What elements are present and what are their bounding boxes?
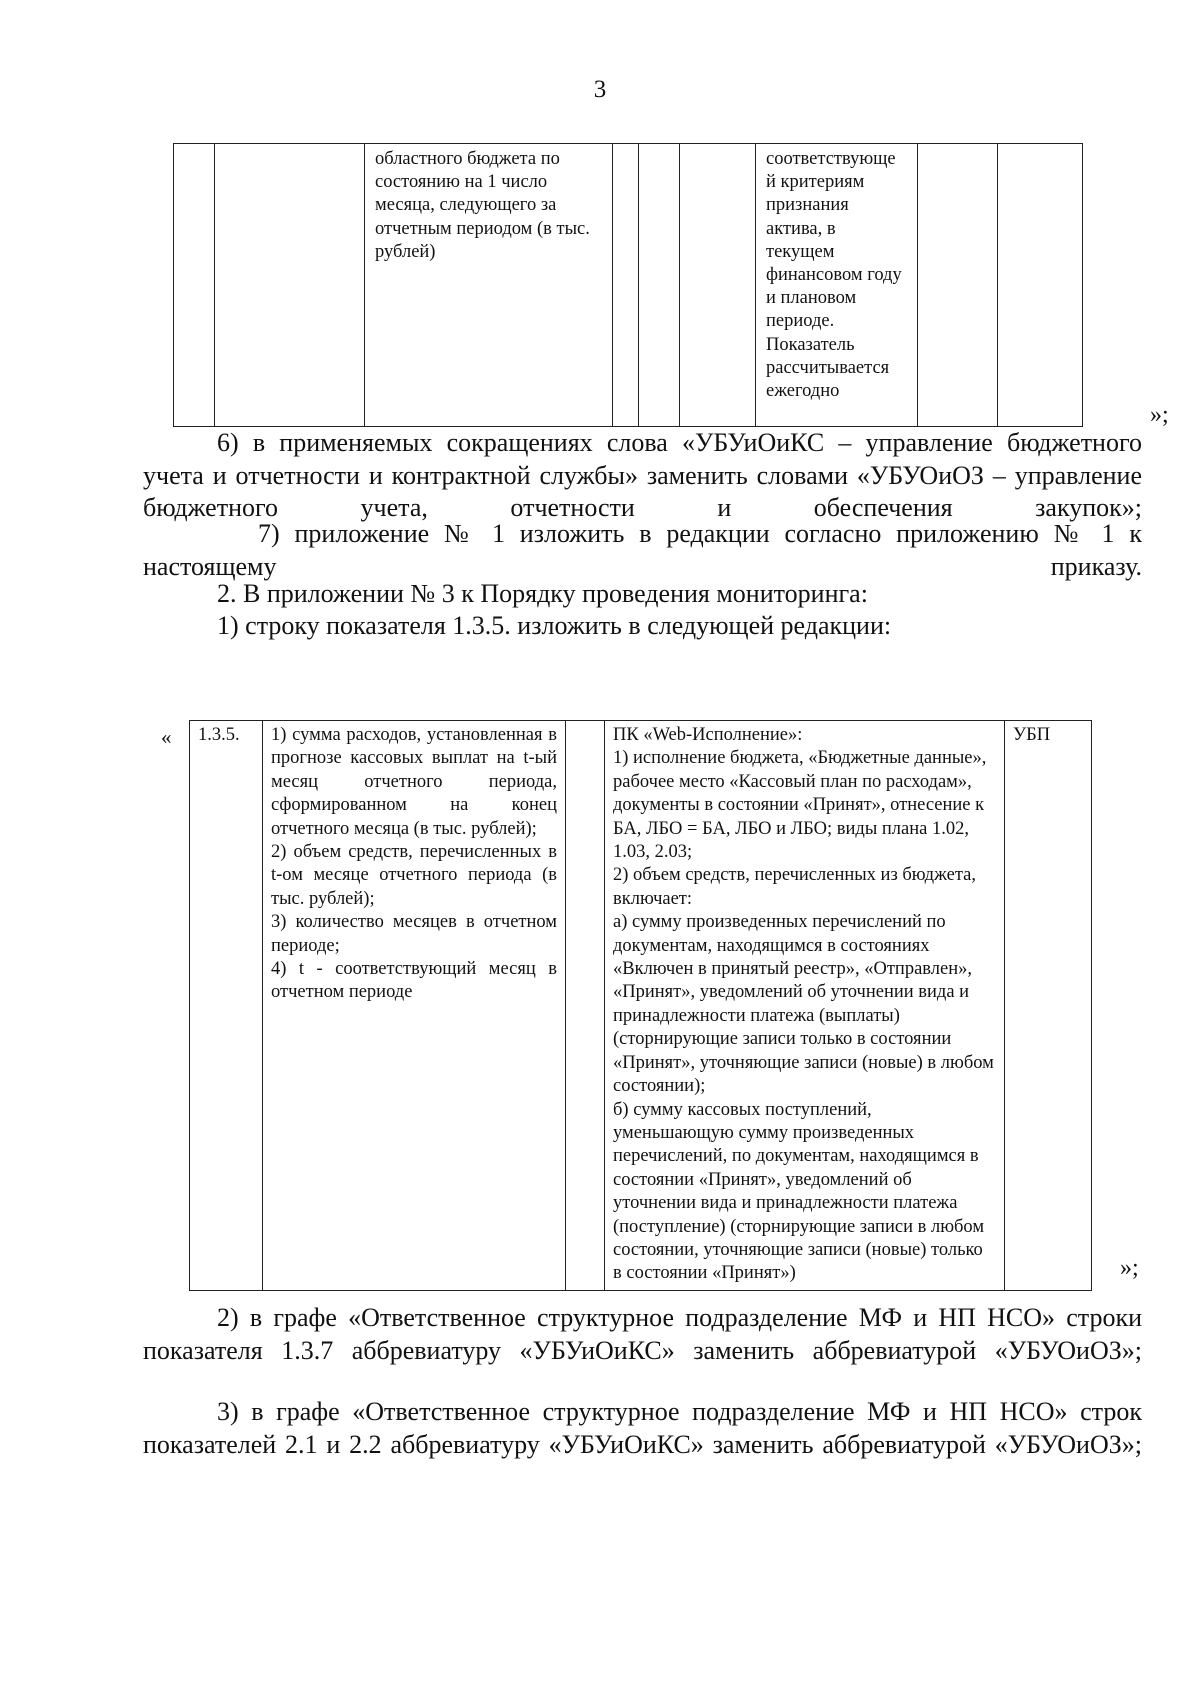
table-row <box>190 721 1092 1291</box>
indicator-table <box>189 720 1092 1291</box>
indicator-code: 1.3.5. <box>190 721 263 1291</box>
table-cell <box>680 144 756 427</box>
table-cell <box>613 144 639 427</box>
table-cell <box>215 144 365 427</box>
table-cell <box>918 144 998 427</box>
responsible-unit: УБП <box>1005 721 1092 1291</box>
opening-quote: « <box>161 725 172 749</box>
paragraph-item-2-1: 1) строку показателя 1.3.5. изложить в следующей редакции: <box>217 611 892 640</box>
table-cell-criteria: соответствующе й критериям признания актива, в текущем финансовом году и плановом периоде. Показатель рассчитывается ежегодно <box>756 144 918 427</box>
table-cell <box>639 144 680 427</box>
table-cell <box>998 144 1083 427</box>
paragraph-item-2-2: 2) в графе «Ответственное структурное подразделение МФ и НП НСО» строки показателя 1.3.7 аббревиатуру «УБУиОиКС» заменить аббревиатурой «УБУОиОЗ»; <box>143 1303 1142 1365</box>
indicator-data-source: ПК «Web-Исполнение»: 1) исполнение бюджета, «Бюджетные данные», рабочее место «Кассовый план по расходам», документы в состоянии «Принят», отнесение к БА, ЛБО = БА, ЛБО и ЛБО; виды плана 1.02, 1.03, 2.03; 2) объем средств, перечисленных из бюджета, включает: а) сумму произведенных перечислений по документам, находящимся в состояниях «Включен в принятый реестр», «Отправлен», «Принят», уведомлений об уточнении вида и принадлежности платежа (выплаты) (сторнирующие записи только в состоянии «Принят», уточняющие записи (новые) в любом состоянии); б) сумму кассовых поступлений, уменьшающую сумму произведенных перечислений, по документам, находящимся в состоянии «Принят», уведомлений об уточнении вида и принадлежности платежа (поступление) (сторнирующие записи в любом состоянии, уточняющие записи (новые) только в состоянии «Принят») <box>605 721 1005 1291</box>
closing-quote: »; <box>1150 402 1169 428</box>
page-number: 3 <box>593 76 607 103</box>
closing-quote: »; <box>1120 1255 1139 1281</box>
table-cell <box>566 721 605 1291</box>
paragraph-item-2-3: 3) в графе «Ответственное структурное подразделение МФ и НП НСО» строк показателей 2.1 и 2.2 аббревиатуру «УБУиОиКС» заменить аббревиатурой «УБУОиОЗ»; <box>143 1397 1142 1459</box>
indicator-description: 1) сумма расходов, установленная в прогнозе кассовых выплат на t-ый месяц отчетного периода, сформированном на конец отчетного месяца (в тыс. рублей); 2) объем средств, перечисленных в t-ом месяце отчетного периода (в тыс. рублей); 3) количество месяцев в отчетном периоде; 4) t - соответствующий месяц в отчетном периоде <box>263 721 566 1291</box>
table-row <box>174 144 1083 427</box>
table-cell <box>174 144 215 427</box>
table-cell-indicator-description: областного бюджета по состоянию на 1 число месяца, следующего за отчетным периодом (в тыс. рублей) <box>365 144 613 427</box>
paragraph-section-2: 2. В приложении № 3 к Порядку проведения мониторинга: <box>217 579 868 608</box>
paragraph-item-6: 6) в применяемых сокращениях слова «УБУиОиКС – управление бюджетного учета и отчетности и контрактной службы» заменить словами «УБУОиОЗ – управление бюджетного учета, отчетности и обеспечения закупок»; <box>143 428 1142 522</box>
paragraph-item-7: 7) приложение № 1 изложить в редакции согласно приложению № 1 к настоящему приказу. <box>143 519 1142 581</box>
table-continuation <box>173 143 1083 427</box>
